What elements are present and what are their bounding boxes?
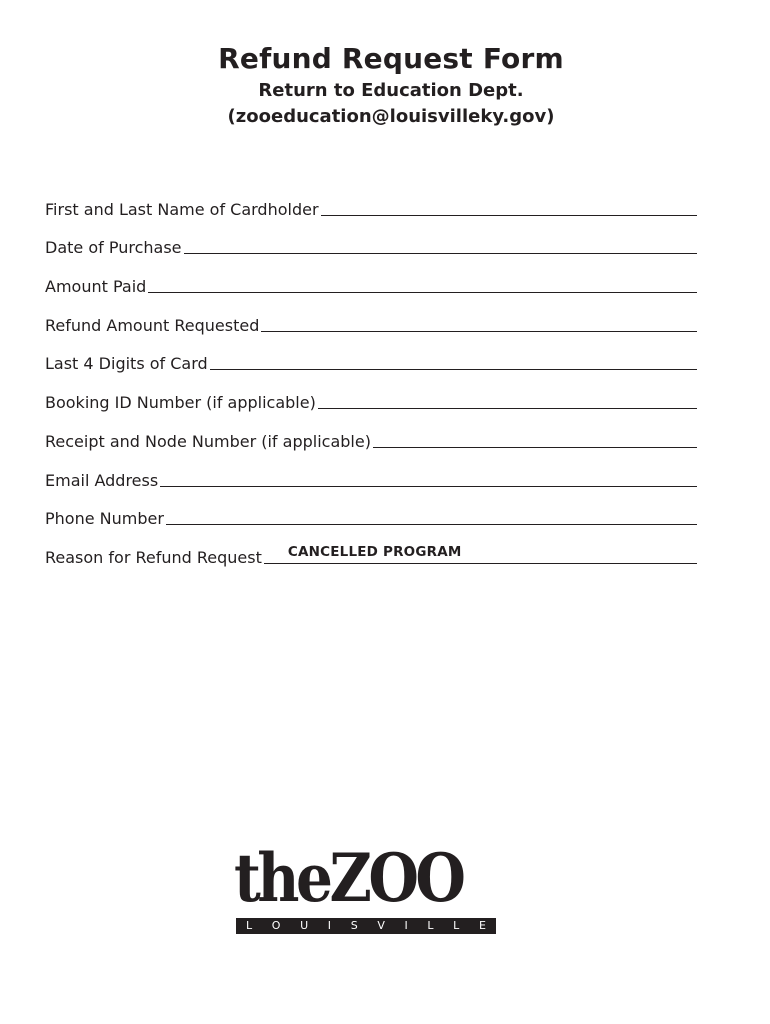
return-instruction: Return to Education Dept.	[258, 80, 524, 101]
form-row-booking-id	[45, 374, 697, 413]
receipt-node-field[interactable]	[373, 427, 697, 448]
booking-id-field[interactable]	[318, 388, 697, 409]
form-row-receipt-node	[45, 413, 697, 452]
logo-letter: I	[404, 919, 408, 932]
amount-paid-field[interactable]	[148, 272, 697, 293]
logo-letter: I	[327, 919, 332, 932]
field-label: Amount Paid	[45, 277, 147, 297]
logo-letter: L	[427, 919, 434, 932]
form-header	[0, 40, 770, 130]
phone-field[interactable]	[166, 504, 697, 525]
field-label: Reason for Refund Request	[45, 547, 262, 567]
logo-letter: E	[478, 919, 486, 932]
field-value: CANCELLED PROGRAM	[287, 543, 462, 560]
field-label: Date of Purchase	[45, 238, 182, 258]
email-field[interactable]	[160, 466, 697, 487]
field-label: Refund Amount Requested	[45, 315, 260, 335]
last-4-digits-field[interactable]	[210, 349, 697, 370]
field-label: Email Address	[45, 470, 159, 490]
field-label: Receipt and Node Number (if applicable)	[45, 431, 371, 451]
logo-wordmark: theZOO	[234, 839, 463, 917]
field-label: First and Last Name of Cardholder	[45, 199, 319, 219]
form-row-reason	[45, 529, 697, 568]
date-of-purchase-field[interactable]	[184, 233, 698, 254]
refund-form	[45, 181, 697, 568]
contact-email: (zooeducation@louisvilleky.gov)	[227, 106, 555, 127]
field-label: Last 4 Digits of Card	[45, 354, 208, 374]
form-row-cardholder-name	[45, 181, 697, 220]
zoo-logo	[234, 838, 499, 938]
refund-amount-field[interactable]	[261, 311, 697, 332]
logo-letter: S	[350, 919, 358, 932]
reason-field[interactable]	[264, 543, 697, 564]
form-row-refund-amount	[45, 297, 697, 336]
logo-letter: O	[271, 919, 281, 932]
form-row-amount-paid	[45, 258, 697, 297]
form-row-email	[45, 452, 697, 491]
logo-tagline-bar	[236, 918, 496, 934]
field-label: Phone Number	[45, 509, 164, 529]
field-label: Booking ID Number (if applicable)	[45, 393, 316, 413]
logo-letter: L	[453, 919, 460, 932]
form-row-phone	[45, 491, 697, 530]
cardholder-name-field[interactable]	[321, 195, 697, 216]
form-row-date-of-purchase	[45, 220, 697, 259]
form-row-last-4-digits	[45, 336, 697, 375]
page-title: Refund Request Form	[218, 42, 564, 75]
logo-letter: V	[377, 919, 385, 932]
logo-letter: L	[246, 919, 253, 932]
logo-letter: U	[300, 919, 309, 932]
